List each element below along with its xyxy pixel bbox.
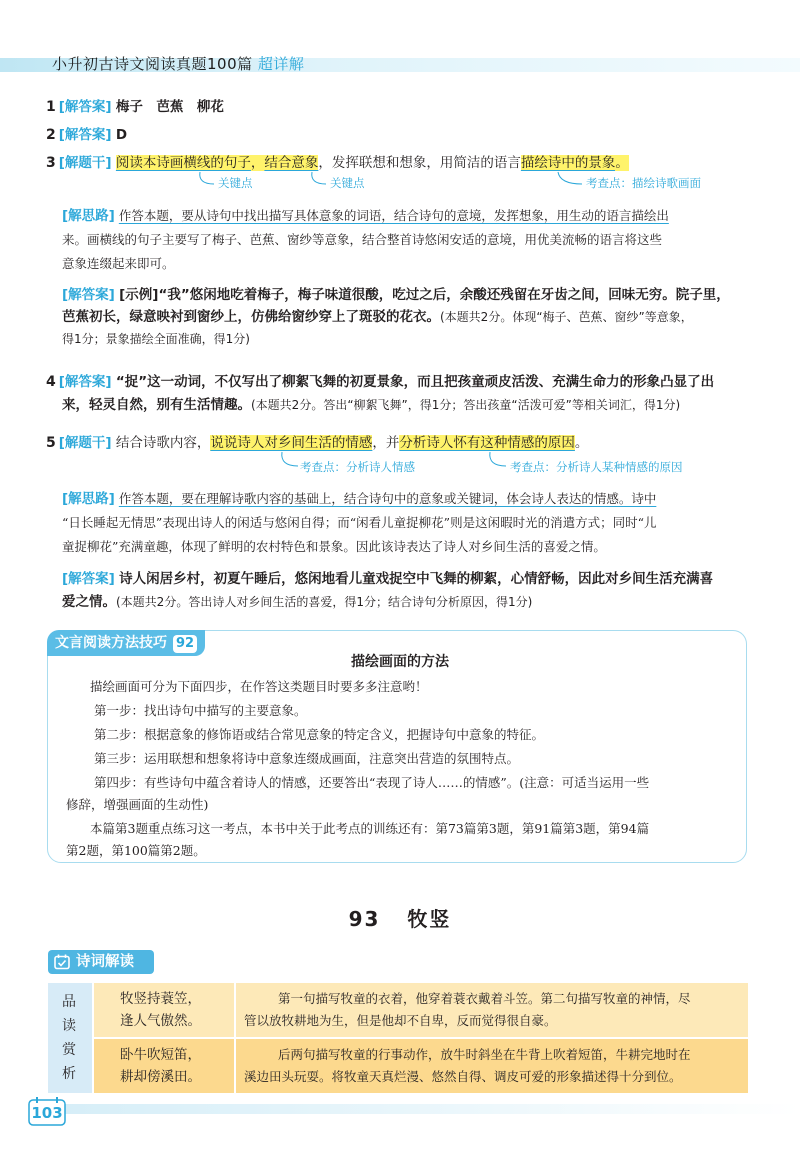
stem-text: ， — [250, 155, 265, 171]
annotation-arrow — [312, 172, 326, 184]
side-char: 析 — [62, 1066, 76, 1082]
thinking-text: 童捉柳花”充满童趣，体现了鲜明的农村特色和景象。因此该诗表达了诗人对乡间生活的喜爱之情。 — [62, 539, 606, 554]
method-step-2: 第二步：根据意象的修饰语或结合常见意象的特定含义，把握诗句中意象的特征。 — [94, 727, 545, 742]
answer-tag: [解答案] — [62, 287, 115, 303]
thinking-text: “日长睡起无情思”表现出诗人的闲适与悠闲自得；而“闲看儿童捉柳花”则是这闲暇时光的消遣方式；同时“儿 — [62, 515, 657, 530]
calendar-icon — [54, 954, 70, 970]
poem-analysis-table — [48, 983, 748, 1093]
annotation-keypoint: 关键点 — [330, 176, 365, 190]
answer-tag: [解答案] — [58, 127, 112, 143]
method-step-4-cont: 修辞，增强画面的生动性) — [66, 797, 209, 812]
q3-thinking-line — [62, 205, 669, 227]
stem-tag: [解题干] — [58, 155, 112, 171]
book-header — [52, 53, 304, 74]
answer-tag: [解答案] — [62, 571, 115, 587]
q5-thinking-line — [62, 512, 656, 534]
analysis-line: 第一句描写牧童的衣着，他穿着蓑衣戴着斗笠。第二句描写牧童的神情，尽 — [278, 991, 691, 1006]
annotation-arrow — [200, 172, 214, 184]
poem-tab-label: 诗词解读 — [76, 954, 134, 970]
analysis-line: 管以放牧耕地为生，但是他却不自卑，反而觉得很自豪。 — [244, 1013, 557, 1028]
q3-answer-line — [62, 328, 250, 350]
verse-line: 卧牛吹短笛， — [120, 1047, 201, 1063]
q5-thinking-line — [62, 488, 656, 510]
table-row — [94, 983, 748, 1037]
analysis-line: 后两句描写牧童的行事动作，放牛时斜坐在牛背上吹着短笛，牛耕完地时在 — [278, 1047, 691, 1062]
stem-keypoint: 说说诗人对乡间生活的情感 — [210, 435, 373, 451]
answer-2 — [46, 124, 127, 146]
table-row — [94, 1039, 748, 1093]
answer-text: 诗人闲居乡村，初夏午睡后，悠闲地看儿童戏捉空中飞舞的柳絮，心情舒畅，因此对乡间生活充满喜 — [119, 571, 714, 587]
answer-1 — [46, 96, 224, 118]
method-note: 本篇第3题重点练习这一考点，本书中关于此考点的训练还有：第73篇第3题，第91篇第3题，第94篇 — [90, 821, 650, 836]
side-char: 赏 — [62, 1042, 76, 1058]
answer-text: D — [115, 127, 128, 143]
stem-text: ，并 — [372, 435, 400, 451]
poem-interpretation-tab — [48, 950, 154, 974]
answer-text: 梅子 芭蕉 柳花 — [115, 99, 224, 115]
answer-tag: [解答案] — [58, 374, 112, 390]
annotation-keypoint: 关键点 — [218, 176, 253, 190]
annotation-arrow — [490, 452, 506, 466]
annotation-testpoint: 考查点：描绘诗歌画面 — [586, 176, 701, 190]
scoring-note: (本题共2分。体现“梅子、芭蕉、窗纱”等意象， — [440, 310, 693, 324]
method-tip-label: 文言阅读方法技巧 — [55, 635, 167, 651]
thinking-text: 意象连缀起来即可。 — [62, 256, 175, 271]
thinking-tag: [解思路] — [62, 491, 115, 507]
side-char: 读 — [62, 1018, 76, 1034]
stem-keypoint: 分析诗人怀有这种情感的原因 — [399, 435, 575, 451]
q5-answer-line — [62, 591, 532, 613]
stem-text: 结合诗歌内容， — [115, 435, 211, 451]
annotation-testpoint: 考查点：分析诗人情感 — [300, 460, 415, 474]
question-number: 1 — [46, 99, 56, 115]
section-title — [0, 903, 800, 932]
analysis-line: 溪边田头玩耍。将牧童天真烂漫、悠然自得、调皮可爱的形象描述得十分到位。 — [244, 1069, 682, 1084]
scoring-note: (本题共2分。答出诗人对乡间生活的喜爱，得1分；结合诗句分析原因，得1分) — [116, 595, 533, 609]
table-side-column — [48, 983, 92, 1093]
answer-tag: [解答案] — [58, 99, 112, 115]
thinking-tag: [解思路] — [62, 208, 115, 224]
annotation-arrow — [558, 172, 582, 184]
method-step-4: 第四步：有些诗句中蕴含着诗人的情感，还要答出“表现了诗人……的情感”。(注意：可适当运用一些 — [94, 775, 650, 790]
answer-text: [示例]“我”悠闲地吃着梅子，梅子味道很酸，吃过之后，余酸还残留在牙齿之间，回味无穷。院子里， — [119, 287, 730, 303]
answer-text: 爱之情。 — [62, 594, 116, 610]
stem-text: ，发挥联想和想象，用简洁的语言 — [318, 155, 521, 171]
section-number: 93 — [348, 907, 381, 931]
q3-answer-line — [62, 284, 730, 306]
page-number: 103 — [31, 1104, 63, 1122]
answer-text: “捉”这一动词，不仅写出了柳絮飞舞的初夏景象，而且把孩童顽皮活泼、充满生命力的形象凸显了出 — [115, 374, 715, 390]
verse-line: 耕却傍溪田。 — [120, 1069, 201, 1085]
thinking-text: 来。画横线的句子主要写了梅子、芭蕉、窗纱等意象，结合整首诗悠闲安适的意境，用优美流畅的语言将这些 — [62, 232, 663, 247]
q3-thinking-line — [62, 253, 175, 275]
column-divider — [234, 983, 236, 1093]
footer-band — [60, 1104, 800, 1114]
stem-keypoint: 结合意象 — [264, 155, 319, 171]
q5-thinking-line — [62, 536, 606, 558]
answer-text: 芭蕉初长，绿意映衬到窗纱上，仿佛给窗纱穿上了斑驳的花衣。 — [62, 309, 440, 325]
method-title: 描绘画面的方法 — [351, 654, 449, 670]
stem-keypoint: 描绘诗中的景象 — [520, 155, 616, 171]
answer-text: 来，轻灵自然，别有生活情趣。 — [62, 397, 251, 413]
question-number: 4 — [46, 374, 56, 390]
stem-keypoint: 阅读本诗画横线的句子 — [115, 155, 251, 171]
answer-4 — [46, 371, 714, 393]
annotation-testpoint: 考查点：分析诗人某种情感的原因 — [510, 460, 683, 474]
book-title-highlight: 超详解 — [257, 55, 305, 73]
question-number: 5 — [46, 435, 56, 451]
book-title: 小升初古诗文阅读真题100篇 — [52, 55, 253, 73]
stem-text: 。 — [574, 435, 589, 451]
answer-4-line2 — [62, 394, 680, 416]
verse-line: 牧竖持蓑笠， — [120, 991, 201, 1007]
stem-tag: [解题干] — [58, 435, 112, 451]
scoring-note: (本题共2分。答出“柳絮飞舞”，得1分；答出孩童“活泼可爱”等相关词汇，得1分) — [251, 398, 681, 412]
method-tip-number: 92 — [173, 635, 197, 653]
verse-line: 逢人气傲然。 — [120, 1013, 201, 1029]
method-intro: 描绘画面可分为下面四步，在作答这类题目时要多多注意哟！ — [90, 679, 428, 694]
method-step-1: 第一步：找出诗句中描写的主要意象。 — [94, 703, 307, 718]
method-step-3: 第三步：运用联想和想象将诗中意象连缀成画面，注意突出营造的氛围特点。 — [94, 751, 520, 766]
side-char: 品 — [62, 994, 76, 1010]
method-note-cont: 第2题，第100篇第2题。 — [66, 843, 206, 858]
question-number: 3 — [46, 155, 56, 171]
question-number: 2 — [46, 127, 56, 143]
stem-text: 。 — [615, 155, 629, 171]
thinking-text: 作答本题，要从诗句中找出描写具体意象的词语，结合诗句的意境，发挥想象，用生动的语言描绘出 — [118, 208, 669, 223]
q5-answer-line — [62, 568, 713, 590]
section-name: 牧竖 — [407, 907, 452, 931]
annotation-arrow — [282, 452, 298, 466]
thinking-text: 作答本题，要在理解诗歌内容的基础上，结合诗句中的意象或关键词，体会诗人表达的情感。诗中 — [118, 491, 657, 506]
scoring-note: 得1分；景象描绘全面准确，得1分) — [62, 332, 250, 346]
q3-thinking-line — [62, 229, 662, 251]
q3-answer-line — [62, 306, 693, 328]
